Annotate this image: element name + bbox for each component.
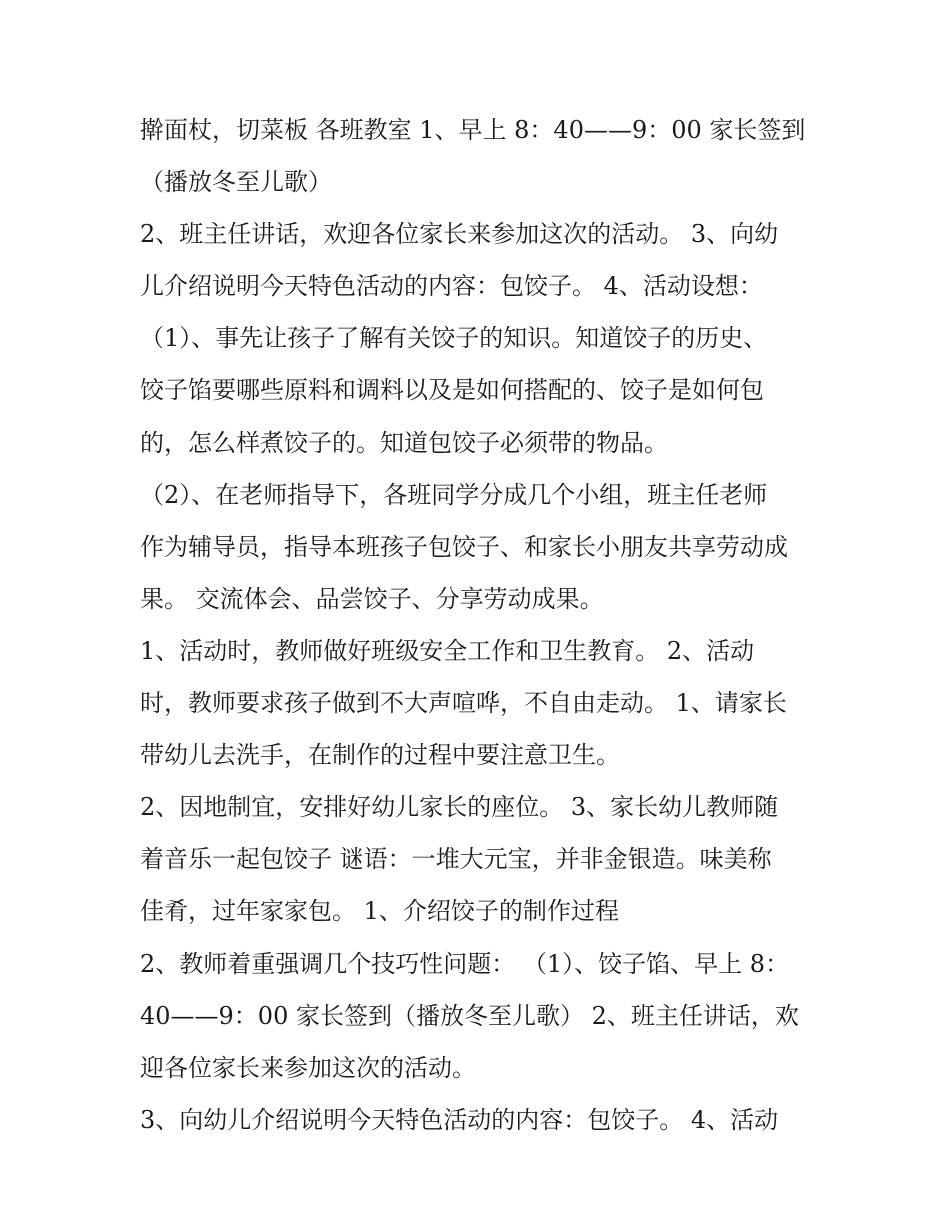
- document-body: [140, 104, 820, 1146]
- text-line: 佳肴，过年家家包。 1、介绍饺子的制作过程: [140, 897, 619, 926]
- text-line: 着音乐一起包饺子 谜语：一堆大元宝，并非金银造。味美称: [140, 845, 772, 874]
- text-line: 迎各位家长来参加这次的活动。: [140, 1053, 476, 1082]
- text-line: 1、活动时，教师做好班级安全工作和卫生教育。 2、活动: [140, 636, 755, 665]
- text-line: 果。 交流体会、品尝饺子、分享劳动成果。: [140, 584, 604, 613]
- text-line: 儿介绍说明今天特色活动的内容：包饺子。 4、活动设想：: [140, 272, 763, 301]
- text-line: （2）、在老师指导下，各班同学分成几个小组，班主任老师: [140, 480, 768, 509]
- text-line: 2、教师着重强调几个技巧性问题： （1）、饺子馅、早上 8：: [140, 949, 790, 978]
- text-line: 作为辅导员，指导本班孩子包饺子、和家长小朋友共享劳动成: [140, 532, 788, 561]
- text-line: （1）、事先让孩子了解有关饺子的知识。知道饺子的历史、: [140, 324, 768, 353]
- text-line: 3、向幼儿介绍说明今天特色活动的内容：包饺子。 4、活动: [140, 1105, 779, 1134]
- text-line: 2、因地制宜，安排好幼儿家长的座位。 3、家长幼儿教师随: [140, 793, 779, 822]
- text-line: （播放冬至儿歌）: [140, 168, 332, 197]
- text-line: 的，怎么样煮饺子的。知道包饺子必须带的物品。: [140, 428, 668, 457]
- text-line: 饺子馅要哪些原料和调料以及是如何搭配的、饺子是如何包: [140, 376, 764, 405]
- text-line: 40——9：00 家长签到（播放冬至儿歌） 2、班主任讲话，欢: [140, 1001, 799, 1030]
- text-line: 擀面杖，切菜板 各班教室 1、早上 8：40——9：00 家长签到: [140, 116, 806, 144]
- text-line: 时，教师要求孩子做到不大声喧哗，不自由走动。 1、请家长: [140, 689, 787, 718]
- text-line: 带幼儿去洗手，在制作的过程中要注意卫生。: [140, 741, 620, 770]
- text-line: 2、班主任讲话，欢迎各位家长来参加这次的活动。 3、向幼: [140, 220, 779, 249]
